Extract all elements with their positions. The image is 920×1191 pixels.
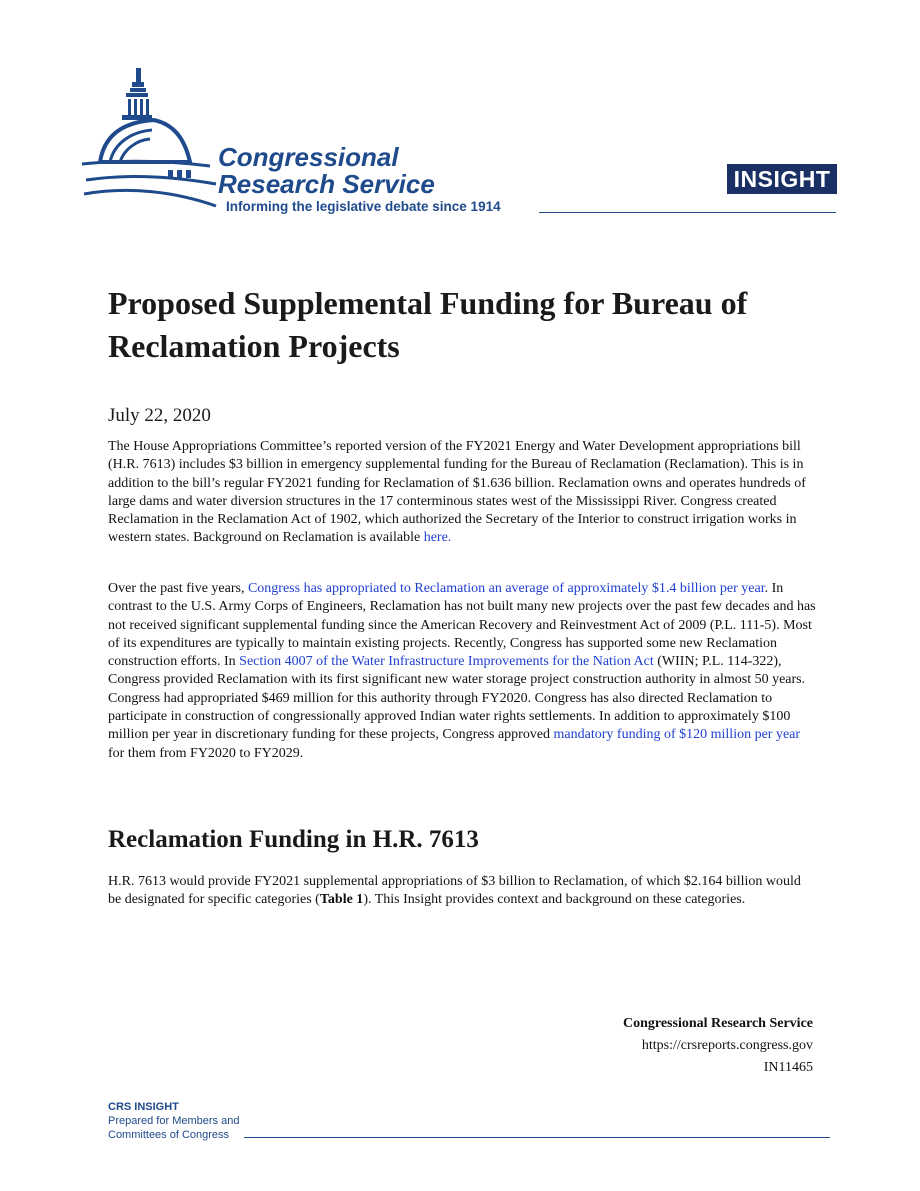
footer-org: Congressional Research Service <box>622 1016 813 1031</box>
paragraph-text: ). This Insight provides context and background on these categories. <box>363 892 746 908</box>
org-tagline: Informing the legislative debate since 1914 <box>226 199 501 214</box>
tagline-rule <box>539 212 836 213</box>
mandatory-funding-link[interactable]: mandatory funding of $120 million per year <box>553 727 801 743</box>
capitol-dome-icon <box>80 66 220 216</box>
paragraph-text: (WIIN; P.L. 114-322), Congress provided Reclamation with its first significant new water storage project construction authority in almost 50 years. Congress had appropriated $469 million for this authority through FY2020. Congress has also directed Reclamation to participate in construction of congressionally approved Indian water rights settlements. In addition to approximately $100 million per year in discretionary funding for these projects, Congress approved <box>108 654 806 743</box>
org-name-line1: Congressional <box>218 142 399 172</box>
footer-id: IN11465 <box>763 1060 813 1075</box>
footer-info <box>623 1013 813 1079</box>
footer-url[interactable]: https://crsreports.congress.gov <box>641 1038 813 1053</box>
paragraph-text: for them from FY2020 to FY2029. <box>108 745 304 761</box>
footer-prepared-line2: Committees of Congress <box>108 1129 230 1141</box>
wiin-section-link[interactable]: Section 4007 of the Water Infrastructure Improvements for the Nation Act <box>239 654 654 670</box>
paragraph-text: . In contrast to the U.S. Army Corps of Engineers, Reclamation has not built many new projects over the past few decades and has not received significant supplemental funding since the American Recovery and Reinvestment Act of 2009 (P.L. 111-5). Most of its expenditures are typically to maintain existing projects. Recently, Congress has supported some new Reclamation construction efforts. In <box>108 581 816 670</box>
paragraph-history <box>108 580 816 763</box>
footer-prepared-line1: Prepared for Members and <box>108 1115 240 1127</box>
insight-badge: INSIGHT <box>727 164 837 194</box>
section-heading: Reclamation Funding in H.R. 7613 <box>108 826 479 853</box>
footer-label: CRS INSIGHT <box>108 1101 179 1113</box>
document-title: Proposed Supplemental Funding for Bureau of Reclamation Projects <box>108 285 748 364</box>
paragraph-intro <box>108 438 816 548</box>
paragraph-hr7613 <box>108 873 816 910</box>
table-reference: Table 1 <box>319 892 364 908</box>
paragraph-text: Over the past five years, <box>108 581 248 596</box>
crs-insight-footer <box>108 1100 239 1142</box>
document-date: July 22, 2020 <box>108 405 211 426</box>
footer-rule <box>244 1137 830 1138</box>
paragraph-text: H.R. 7613 would provide FY2021 supplemental appropriations of $3 billion to Reclamation, of which $2.164 billion would be designated for specific categories ( <box>108 874 801 908</box>
paragraph-text: The House Appropriations Committee’s reported version of the FY2021 Energy and Water Development appropriations bill (H.R. 7613) includes $3 billion in emergency supplemental funding for the Bureau of Reclamation (Reclamation). This is in addition to the bill’s regular FY2021 funding for Reclamation of $1.636 billion. Reclamation owns and operates hundreds of large dams and water diversion structures in the 17 conterminous states west of the Mississippi River. Congress created Reclamation in the Reclamation Act of 1902, which authorized the Secretary of the Interior to construct irrigation works in western states. Background on Reclamation is available <box>108 439 806 546</box>
org-name <box>218 144 435 198</box>
crs-logo <box>80 66 840 226</box>
org-name-line2: Research Service <box>218 169 435 199</box>
background-link[interactable]: here. <box>423 530 452 546</box>
appropriations-average-link[interactable]: Congress has appropriated to Reclamation an average of approximately $1.4 billion per year <box>247 581 765 596</box>
